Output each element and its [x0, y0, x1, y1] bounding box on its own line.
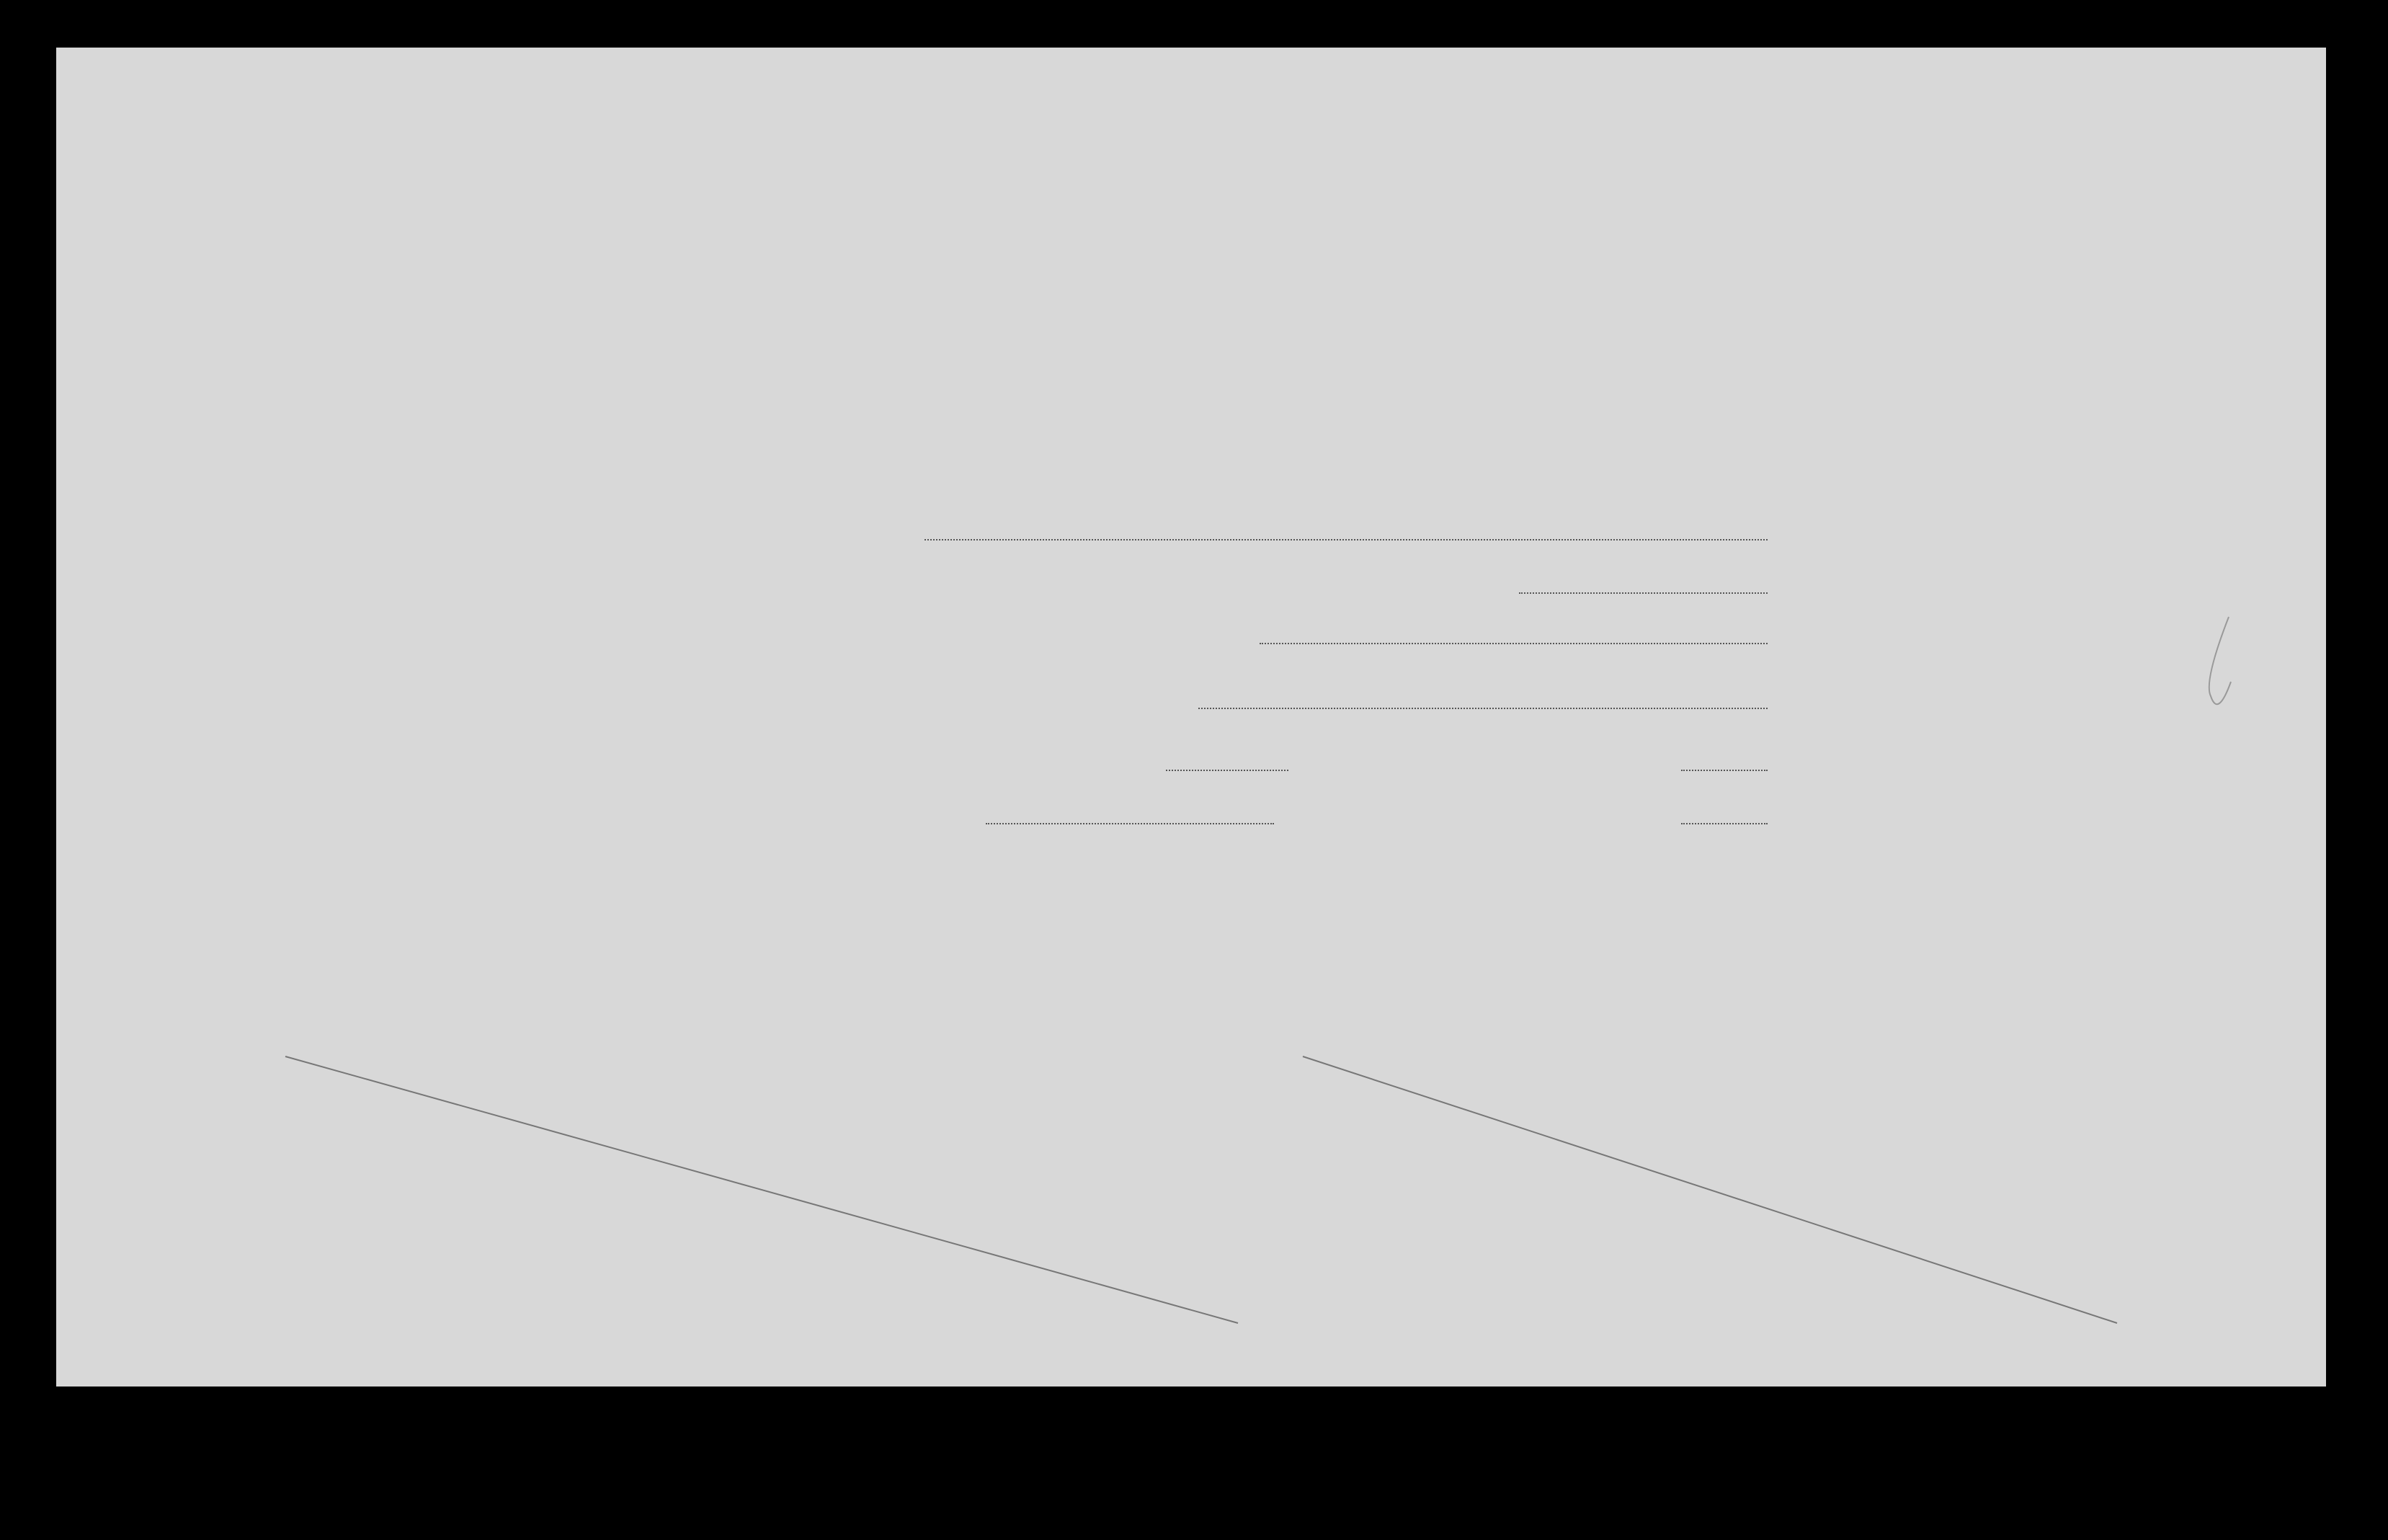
cancel-strokes — [56, 48, 2326, 1387]
census-card — [56, 48, 2326, 1387]
